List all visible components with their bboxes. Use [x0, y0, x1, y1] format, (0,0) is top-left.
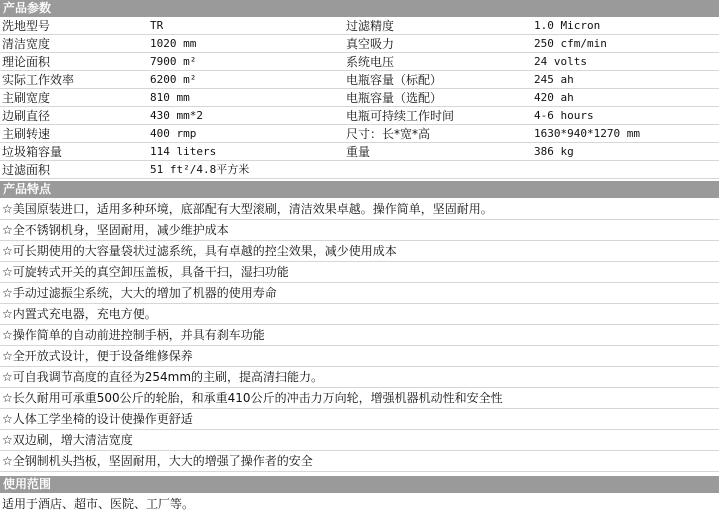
feature-item: [0, 241, 719, 262]
param-row: [0, 161, 719, 179]
feature-item: [0, 346, 719, 367]
feature-text: ☆手动过滤振尘系统，大大的增加了机器的使用寿命: [2, 286, 277, 300]
feature-text: ☆全不锈钢机身，坚固耐用，减少维护成本: [2, 223, 229, 237]
params-section-header: 产品参数: [0, 0, 719, 17]
feature-text: ☆长久耐用可承重500公斤的轮胎，和承重410公斤的冲击力万向轮，增强机器机动性和安全性: [2, 391, 503, 405]
param-value: 1020 mm: [150, 37, 197, 50]
feature-text: ☆全开放式设计，便于设备维修保养: [2, 349, 193, 363]
param-row: [0, 17, 719, 35]
param-label: 边刷直径: [2, 109, 51, 123]
param-label: 垃圾箱容量: [2, 145, 63, 159]
param-row: [0, 35, 719, 53]
feature-text: ☆美国原装进口，适用多种环境，底部配有大型滚刷，清洁效果卓越。操作简单，坚固耐用。: [2, 202, 493, 216]
param-label: 电瓶容量（选配）: [346, 91, 443, 105]
feature-item: [0, 388, 719, 409]
param-value: 430 mm*2: [150, 109, 203, 122]
feature-text: ☆操作简单的自动前进控制手柄，并具有刹车功能: [2, 328, 265, 342]
param-row: [0, 143, 719, 161]
param-value: 245 ah: [534, 73, 574, 86]
param-value: 24 volts: [534, 55, 587, 68]
feature-text: ☆可旋转式开关的真空卸压盖板，具备干扫，湿扫功能: [2, 265, 289, 279]
feature-item: [0, 430, 719, 451]
param-label: 真空吸力: [346, 37, 395, 51]
feature-text: ☆可长期使用的大容量袋状过滤系统，具有卓越的控尘效果，减少使用成本: [2, 244, 397, 258]
param-value: 250 cfm/min: [534, 37, 607, 50]
param-row: [0, 71, 719, 89]
param-value: 7900 m²: [150, 55, 197, 68]
param-label: 系统电压: [346, 55, 395, 69]
param-label: 尺寸：长*宽*高: [346, 127, 431, 141]
param-value: 1.0 Micron: [534, 19, 601, 32]
feature-text: ☆人体工学坐椅的设计使操作更舒适: [2, 412, 193, 426]
features-section-header: 产品特点: [0, 181, 719, 198]
param-value: 420 ah: [534, 91, 574, 104]
param-label: 主刷宽度: [2, 91, 51, 105]
feature-item: [0, 451, 719, 472]
usage-row: [0, 494, 719, 515]
feature-item: [0, 367, 719, 388]
param-label: 电瓶可持续工作时间: [346, 109, 455, 123]
param-label: 洗地型号: [2, 19, 51, 33]
usage-section-header: 使用范围: [0, 476, 719, 493]
param-label: 重量: [346, 145, 371, 159]
param-label: 过滤面积: [2, 163, 51, 177]
feature-text: ☆内置式充电器，充电方便。: [2, 307, 157, 321]
feature-text: ☆全钢制机头挡板，坚固耐用，大大的增强了操作者的安全: [2, 454, 313, 468]
param-label: 主刷转速: [2, 127, 51, 141]
param-label: 实际工作效率: [2, 73, 75, 87]
param-row: [0, 89, 719, 107]
usage-text: 适用于酒店、超市、医院、工厂等。: [2, 497, 195, 511]
feature-item: [0, 283, 719, 304]
param-label: 理论面积: [2, 55, 51, 69]
feature-item: [0, 262, 719, 283]
param-value: 114 liters: [150, 145, 217, 158]
param-label: 清洁宽度: [2, 37, 51, 51]
param-row: [0, 53, 719, 71]
param-label: 电瓶容量（标配）: [346, 73, 443, 87]
param-row: [0, 125, 719, 143]
feature-item: [0, 304, 719, 325]
param-value: TR: [150, 19, 164, 32]
param-value: 810 mm: [150, 91, 190, 104]
param-value: 1630*940*1270 mm: [534, 127, 640, 140]
param-value: 51 ft²/4.8平方米: [150, 163, 250, 176]
param-value: 4-6 hours: [534, 109, 594, 122]
param-row: [0, 107, 719, 125]
feature-item: [0, 220, 719, 241]
feature-text: ☆双边刷，增大清洁宽度: [2, 433, 133, 447]
feature-item: [0, 409, 719, 430]
feature-item: [0, 199, 719, 220]
feature-text: ☆可自我调节高度的直径为254mm的主刷，提高清扫能力。: [2, 370, 324, 384]
param-value: 386 kg: [534, 145, 574, 158]
param-label: 过滤精度: [346, 19, 395, 33]
feature-item: [0, 325, 719, 346]
param-value: 400 rmp: [150, 127, 197, 140]
param-value: 6200 m²: [150, 73, 197, 86]
